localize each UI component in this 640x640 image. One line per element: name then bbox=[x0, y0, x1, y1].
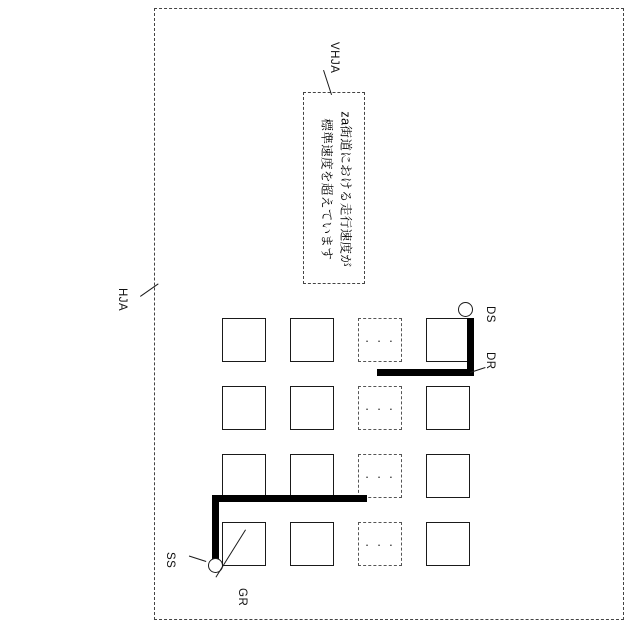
grid-cell[interactable] bbox=[222, 318, 266, 362]
grid-cell-ellipsis bbox=[358, 386, 402, 430]
label-gr: GR bbox=[236, 588, 248, 607]
ellipsis-label: · · · bbox=[364, 468, 396, 484]
keyboard-grid bbox=[222, 318, 470, 552]
drag-bar-horizontal-top[interactable] bbox=[377, 369, 474, 376]
start-point-marker-circle[interactable] bbox=[208, 558, 223, 573]
notification-line-1: za街道における走行速度が bbox=[338, 111, 353, 267]
grid-cell-ellipsis bbox=[358, 454, 402, 498]
notification-message-box bbox=[303, 92, 365, 284]
label-vhja: VHJA bbox=[328, 42, 340, 74]
notification-text bbox=[316, 111, 355, 267]
ellipsis-label: · · · bbox=[364, 400, 396, 416]
grid-cell-ellipsis bbox=[358, 522, 402, 566]
drag-bar-horizontal-bottom[interactable] bbox=[212, 495, 367, 502]
grid-cell[interactable] bbox=[426, 386, 470, 430]
label-ss: SS bbox=[164, 552, 176, 569]
grid-cell[interactable] bbox=[222, 454, 266, 498]
grid-cell-ellipsis bbox=[358, 318, 402, 362]
drag-bar-vertical-top[interactable] bbox=[467, 318, 474, 376]
grid-cell[interactable] bbox=[426, 318, 470, 362]
notification-text-wrap bbox=[304, 93, 366, 285]
ellipsis-label: · · · bbox=[364, 536, 396, 552]
grid-cell[interactable] bbox=[290, 386, 334, 430]
grid-cell[interactable] bbox=[426, 454, 470, 498]
label-hja: HJA bbox=[116, 288, 128, 312]
grid-cell[interactable] bbox=[222, 386, 266, 430]
grid-cell[interactable] bbox=[426, 522, 470, 566]
label-dr: DR bbox=[484, 352, 496, 370]
notification-line-2: 標準速度を超えています bbox=[319, 118, 333, 260]
grid-cell[interactable] bbox=[290, 454, 334, 498]
drag-bar-vertical-bottom[interactable] bbox=[212, 495, 219, 561]
ellipsis-label: · · · bbox=[364, 332, 396, 348]
grid-cell[interactable] bbox=[222, 522, 266, 566]
label-ds: DS bbox=[484, 306, 496, 323]
end-point-marker-circle[interactable] bbox=[458, 302, 473, 317]
grid-cell[interactable] bbox=[290, 522, 334, 566]
grid-cell[interactable] bbox=[290, 318, 334, 362]
